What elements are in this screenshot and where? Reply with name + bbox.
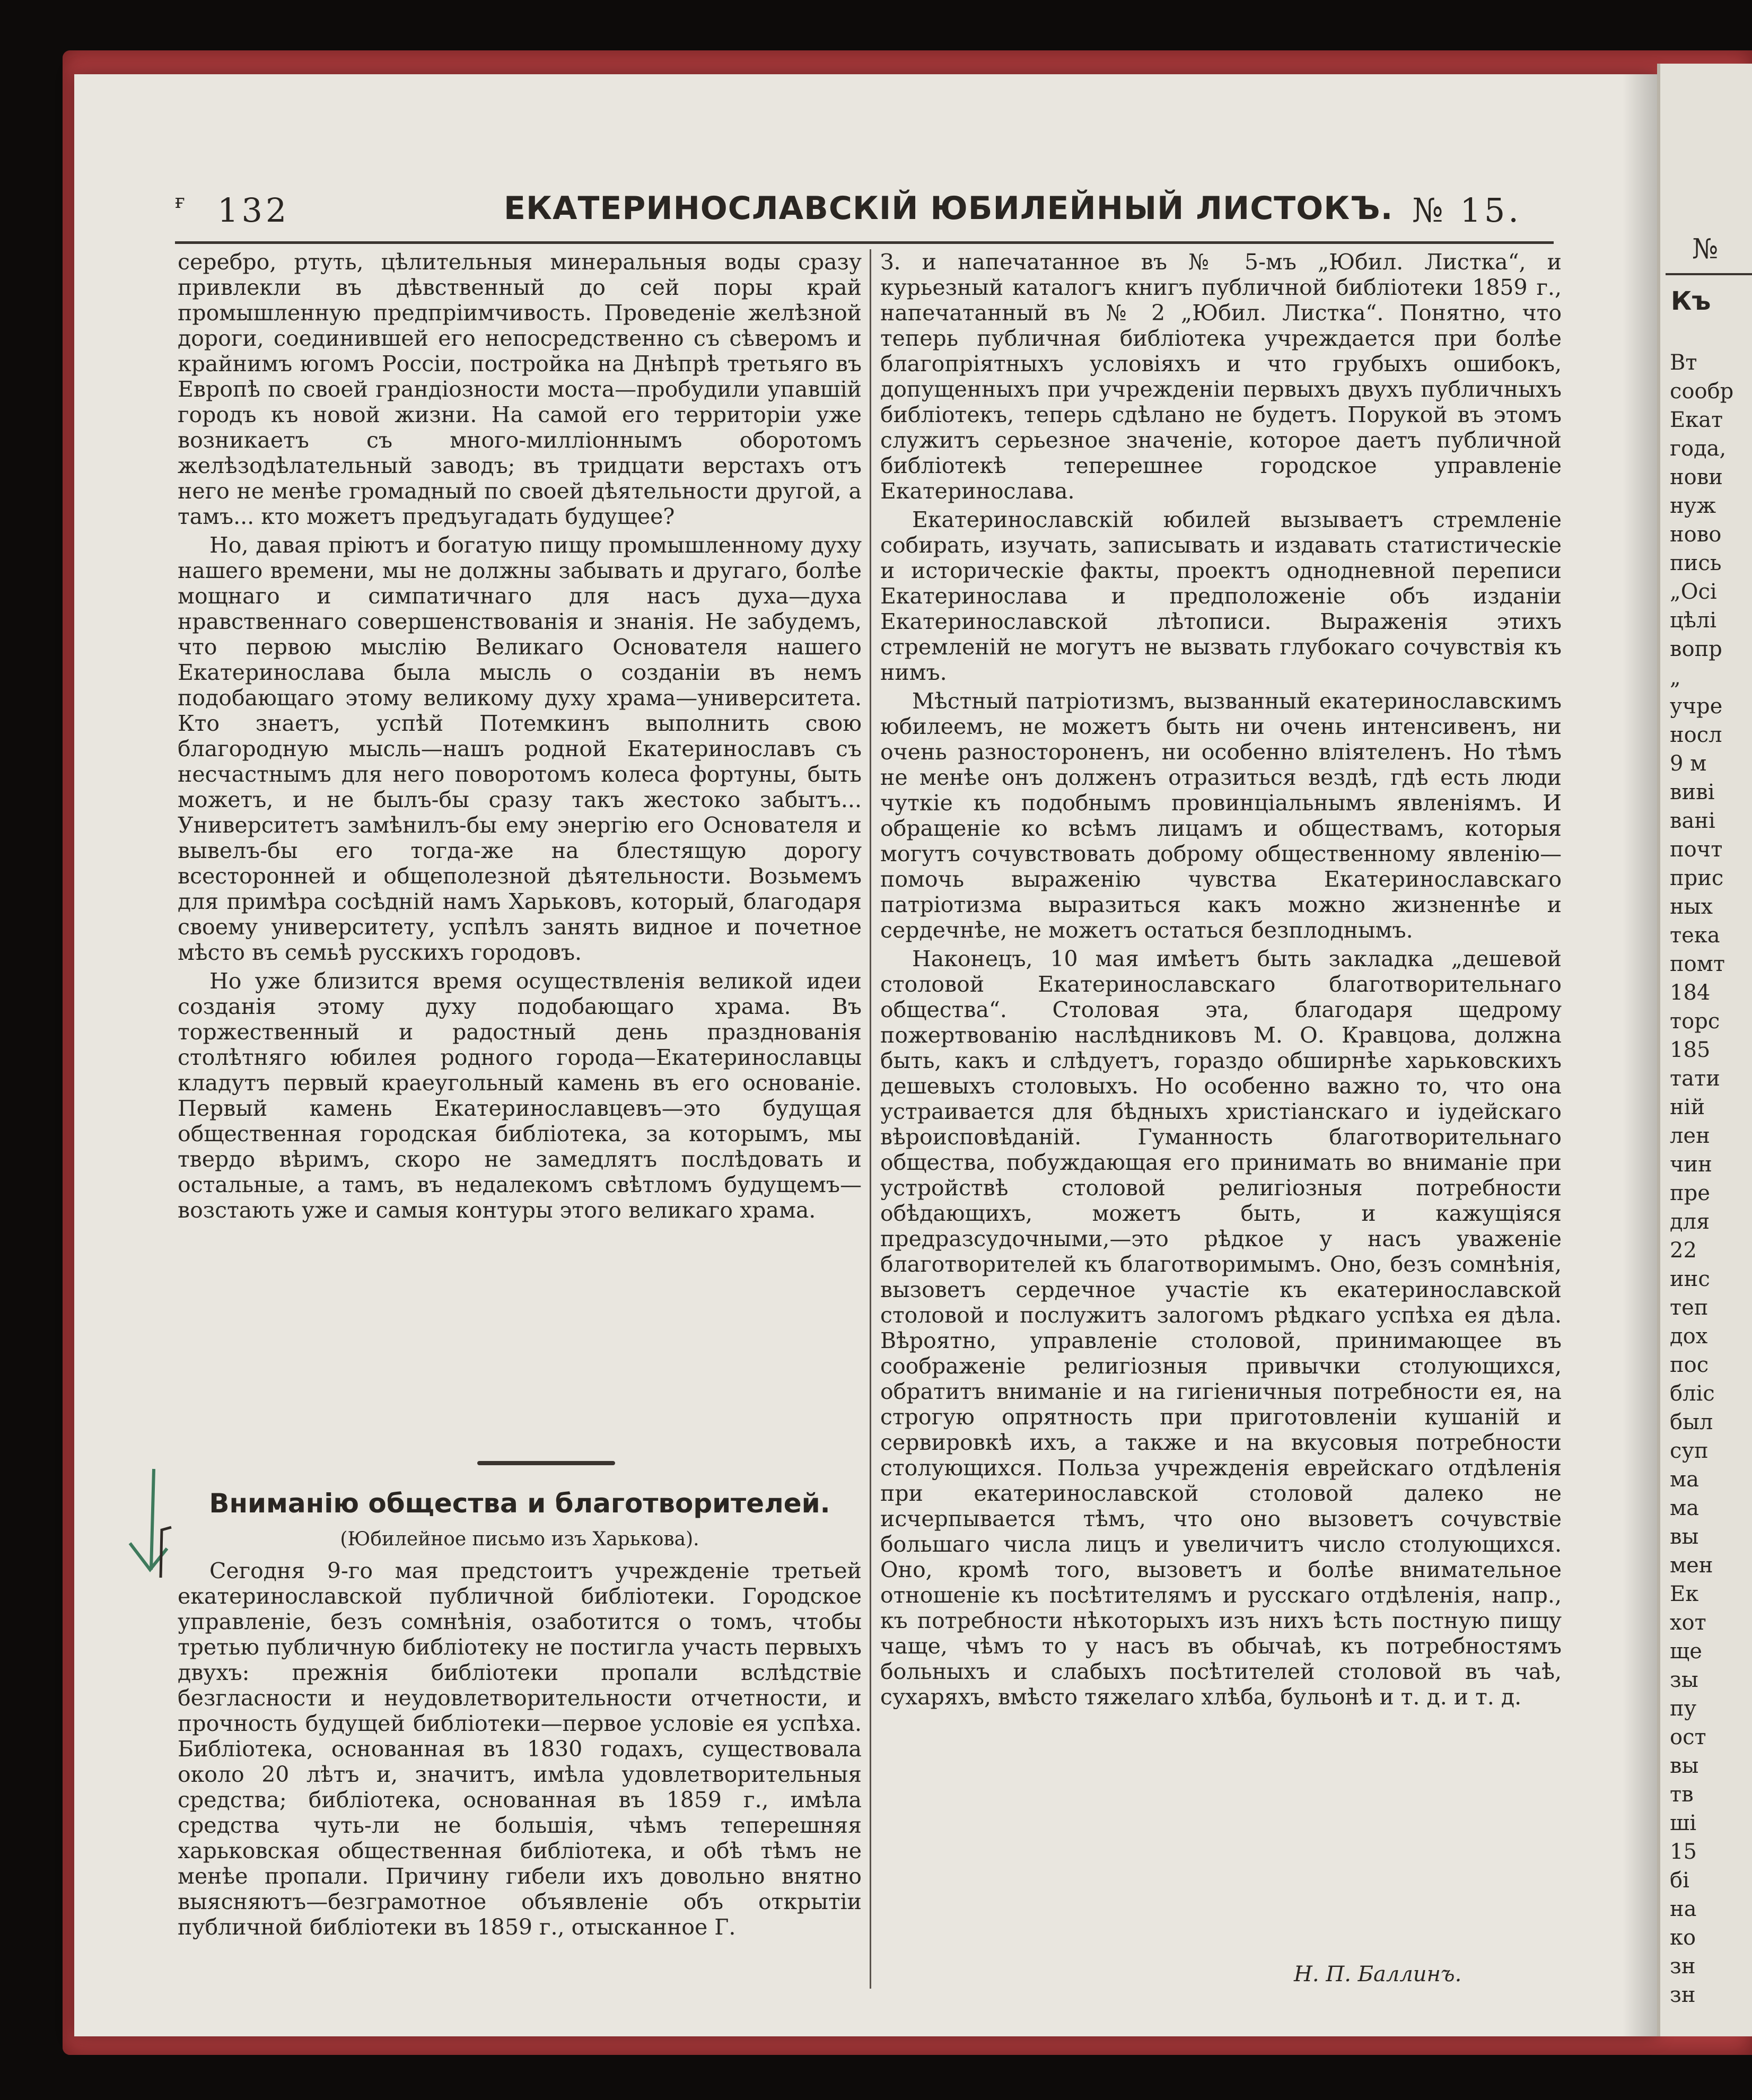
next-page-line: виві (1670, 780, 1715, 804)
right-page-edge (1657, 64, 1752, 2036)
next-page-line: дох (1670, 1324, 1708, 1349)
next-page-title: Къ (1671, 286, 1711, 316)
next-page-line: „Осі (1670, 580, 1717, 604)
right-column (880, 249, 1562, 1713)
next-page-line: ще (1670, 1639, 1702, 1664)
next-page-line: цѣлі (1670, 608, 1717, 633)
next-page-line: теп (1670, 1296, 1709, 1320)
left-paragraph: Но, давая пріютъ и богатую пищу промышленному духу нашего времени, мы не должны забывать и другаго, болѣе мощнаго и симпатичнаго для насъ духа—духа нравственнаго совершенствованія и знанія. Не забудемъ, что первою мыслію Великаго Основателя нашего Екатеринослава была мысль о созданіи въ немъ подобающаго этому великому духу храма—университета. Кто знаетъ, успѣй Потемкинъ выполнить свою благородную мысль—нашъ родной Екатеринославъ съ несчастнымъ для него поворотомъ колеса фортуны, быть можетъ, и не былъ-бы сразу такъ жестоко забытъ... Университетъ замѣнилъ-бы ему энергію его Основателя и вывелъ-бы его тогда-же на блестящую дорогу всесторонней и общеполезной дѣятельности. Возьмемъ для примѣра сосѣдній намъ Харьковъ, который, благодаря своему университету, успѣлъ занять видное и почетное мѣсто въ семьѣ русскихъ городовъ. (178, 532, 862, 965)
section-paragraph: Сегодня 9-го мая предстоитъ учрежденіе третьей екатеринославской публичной библіотеки. Городское управленіе, безъ сомнѣнія, озаботится о томъ, чтобы третью публичную библіотеку не постигла участь первыхъ двухъ: прежнія библіотеки пропали вслѣдствіе безгласности и неудовлетворительности отчетности, и прочность будущей библіотеки—первое условіе ея успѣха. Библіотека, основанная въ 1830 годахъ, существовала около 20 лѣтъ и, значитъ, имѣла удовлетворительныя средства; библіотека, основанная въ 1859 г., имѣла средства чуть-ли не большія, чѣмъ теперешняя харьковская общественная библіотека, и обѣ тѣмъ не менѣе пропали. Причину гибели ихъ довольно внятно выясняютъ—безграмотное объявленіе объ открытіи публичной библіотеки въ 1859 г., отысканное Г. (178, 1558, 862, 1940)
journal-title: ЕКАТЕРИНОСЛАВСКІЙ ЮБИЛЕЙНЫЙ ЛИСТОКЪ. (504, 190, 1394, 227)
next-page-line: ній (1670, 1095, 1705, 1119)
article-section (178, 1485, 862, 1940)
next-page-line: пос (1670, 1353, 1709, 1377)
pen-annotation-icon (125, 1464, 172, 1580)
next-page-line: зы (1670, 1668, 1698, 1692)
next-page-line: ма (1670, 1467, 1699, 1492)
next-page-line: года, (1670, 436, 1727, 461)
page-mark: ғ (175, 191, 185, 213)
gutter-shadow (1623, 74, 1662, 2036)
next-page-line: зн (1670, 1983, 1696, 2007)
next-page-line: Екат (1670, 408, 1723, 432)
left-paragraph: Но уже близится время осуществленія великой идеи созданія этому духу подобающаго храма. Въ торжественный и радостный день празднованія столѣтняго юбилея родного города—Екатеринославцы кладутъ первый краеугольный камень въ его основаніе. Первый камень Екатеринославцевъ—это будущая общественная городская библіотека, за которымъ, мы твердо вѣримъ, скоро не замедлятъ послѣдовать и остальные, а тамъ, въ недалекомъ свѣтломъ будущемъ—возстають уже и самыя контуры этого великаго храма. (178, 968, 862, 1223)
next-page-line: 185 (1670, 1038, 1711, 1062)
next-page-line: тека (1670, 923, 1720, 948)
next-page-line: 15 (1670, 1840, 1697, 1864)
left-column (178, 249, 862, 1226)
next-page-line: мен (1670, 1553, 1713, 1578)
next-page-line: вы (1670, 1525, 1699, 1549)
next-page-line: сообр (1670, 379, 1734, 404)
next-page-line: бі (1670, 1868, 1689, 1893)
right-paragraph: Наконецъ, 10 мая имѣетъ быть закладка „дешевой столовой Екатеринославскаго благотворительнаго общества“. Столовая эта, благодаря щедрому пожертвованію наслѣдниковъ М. О. Кравцова, должна быть, какъ и слѣдуетъ, гораздо обширнѣе харьковскихъ дешевыхъ столовыхъ. Но особенно важно то, что она устраивается для бѣдныхъ христіанскаго и іудейскаго вѣроисповѣданій. Гуманность благотворительнаго общества, побуждающая его принимать во вниманіе при устройствѣ столовой религіозныя потребности обѣдающихъ, можетъ быть, и кажущіяся предразсудочными,—это рѣдкое у насъ уваженіе благотворителей къ благотворимымъ. Оно, безъ сомнѣнія, вызоветъ сердечное участіе къ екатеринославской столовой и послужитъ залогомъ рѣдкаго успѣха ея дѣла. Вѣроятно, управленіе столовой, принимающее въ соображеніе религіозныя привычки столующихся, обратитъ вниманіе и на гигіеничныя потребности ея, на строгую опрятность при приготовленіи кушаній и сервировкѣ ихъ, а также и на вкусовыя потребности столующихся. Польза учрежденія еврейскаго отдѣленія при екатеринославской столовой далеко не исчерпывается тѣмъ, что оно вызоветъ сочувствіе большаго числа лицъ и увеличитъ число столующихся. Оно, кромѣ того, вызоветъ и болѣе внимательное отношеніе къ посѣтителямъ и русскаго отдѣленія, напр., къ потребности нѣкоторыхъ изъ нихъ ѣсть постную пищу чаще, чѣмъ то у насъ въ обычаѣ, къ потребностямъ больныхъ и слабыхъ посѣтителей столовой въ чаѣ, сухаряхъ, вмѣсто тяжелаго хлѣба, бульонѣ и т. д. и т. д. (880, 946, 1562, 1710)
section-body (178, 1558, 862, 1940)
next-page-line: Вт (1670, 351, 1697, 375)
next-page-line: 9 м (1670, 751, 1707, 776)
next-page-line: ных (1670, 895, 1713, 919)
next-page-line: Ек (1670, 1582, 1699, 1606)
next-page-line: 184 (1670, 981, 1711, 1005)
section-subtitle: (Юбилейное письмо изъ Харькова). (340, 1528, 699, 1550)
next-page-line: тати (1670, 1066, 1720, 1091)
next-page-line: 22 (1670, 1238, 1697, 1263)
next-page-line: инс (1670, 1267, 1710, 1291)
next-page-line: чин (1670, 1152, 1712, 1177)
next-page-line: на (1670, 1897, 1697, 1921)
author-signature: Н. П. Баллинъ. (1294, 1962, 1462, 1987)
right-paragraph: Мѣстный патріотизмъ, вызванный екатеринославскимъ юбилеемъ, не можетъ быть ни очень интенсивенъ, ни очень разностороненъ, ни особенно вліятеленъ. Но тѣмъ не менѣе онъ долженъ отразиться вездѣ, гдѣ есть люди чуткіе къ подобнымъ провинціальнымъ явленіямъ. И обращеніе ко всѣмъ лицамъ и обществамъ, которыя могутъ сочувствовать доброму общественному явленію—помочь выраженію чувства Екатеринославскаго патріотизма выразиться какъ можно жизненнѣе и сердечнѣе, не можетъ остаться безплоднымъ. (880, 688, 1562, 943)
next-page-line: пу (1670, 1696, 1697, 1721)
next-page-line: помт (1670, 952, 1725, 976)
next-page-line: ші (1670, 1811, 1696, 1835)
right-paragraph: З. и напечатанное въ № 5-мъ „Юбил. Листка“, и курьезный каталогъ книгъ публичной библіотеки 1859 г., напечатанный въ № 2 „Юбил. Листка“. Понятно, что теперь публичная библіотека учреждается при болѣе благопріятныхъ условіяхъ и что грубыхъ ошибокъ, допущенныхъ при учрежденіи первыхъ двухъ публичныхъ библіотекъ, теперь сдѣлано не будетъ. Порукой въ этомъ служитъ серьезное значеніе, которое даетъ публичной библіотекѣ теперешнее городское управленіе Екатеринослава. (880, 249, 1562, 504)
next-page-line: для (1670, 1210, 1710, 1234)
section-divider (477, 1461, 615, 1465)
issue-number: № 15. (1412, 191, 1522, 230)
next-page-line: торс (1670, 1009, 1720, 1034)
next-page-line: ост (1670, 1725, 1706, 1749)
next-page-line: носл (1670, 723, 1722, 747)
next-page-line: почт (1670, 837, 1723, 862)
column-divider (870, 249, 871, 1989)
next-page-line: суп (1670, 1439, 1709, 1463)
next-page-line: ново (1670, 522, 1722, 547)
next-page-rule (1666, 273, 1752, 275)
next-page-line: лен (1670, 1124, 1710, 1148)
next-page-line: „ (1670, 666, 1681, 690)
page-header (175, 186, 1538, 244)
page-number: 132 (217, 191, 290, 230)
next-page-line: был (1670, 1410, 1713, 1434)
next-page-line: пре (1670, 1181, 1710, 1205)
next-page-line: прис (1670, 866, 1724, 890)
left-paragraph: серебро, ртуть, цѣлительныя минеральныя воды сразу привлекли въ дѣвственный до сей поры край промышленную предпріимчивость. Проведеніе желѣзной дороги, соединившей его непосредственно съ сѣверомъ и крайнимъ югомъ Россіи, постройка на Днѣпрѣ третьяго въ Европѣ по своей грандіозности моста—пробудили упавшій городъ къ новой жизни. На самой его территоріи уже возникаетъ съ много-милліоннымъ оборотомъ желѣзодѣлательный заводъ; въ тридцати верстахъ отъ него не менѣе громадный по своей дѣятельности другой, а тамъ... кто можетъ предъугадать будущее? (178, 249, 862, 529)
next-page-line: хот (1670, 1611, 1706, 1635)
next-page-line: зн (1670, 1954, 1696, 1979)
next-page-line: нуж (1670, 494, 1716, 518)
next-page-line: пись (1670, 551, 1722, 575)
section-title: Вниманію общества и благотворителей. (209, 1488, 830, 1519)
header-rule (175, 241, 1554, 244)
next-page-line: нови (1670, 465, 1723, 489)
next-page-line: учре (1670, 694, 1723, 719)
next-page-line: вы (1670, 1754, 1699, 1778)
next-page-line: бліс (1670, 1381, 1715, 1406)
next-page-issue: № (1692, 233, 1719, 265)
next-page-line: вані (1670, 809, 1715, 833)
right-paragraph: Екатеринославскій юбилей вызываетъ стремленіе собирать, изучать, записывать и издавать статистическіе и историческіе факты, проектъ однодневной переписи Екатеринослава и предположеніе объ изданіи Екатеринославской лѣтописи. Выраженія этихъ стремленій не могутъ не вызвать глубокаго сочувствія къ нимъ. (880, 507, 1562, 685)
next-page-line: ко (1670, 1926, 1696, 1950)
next-page-line: вопр (1670, 637, 1722, 661)
next-page-line: ма (1670, 1496, 1699, 1520)
next-page-line: тв (1670, 1782, 1694, 1807)
